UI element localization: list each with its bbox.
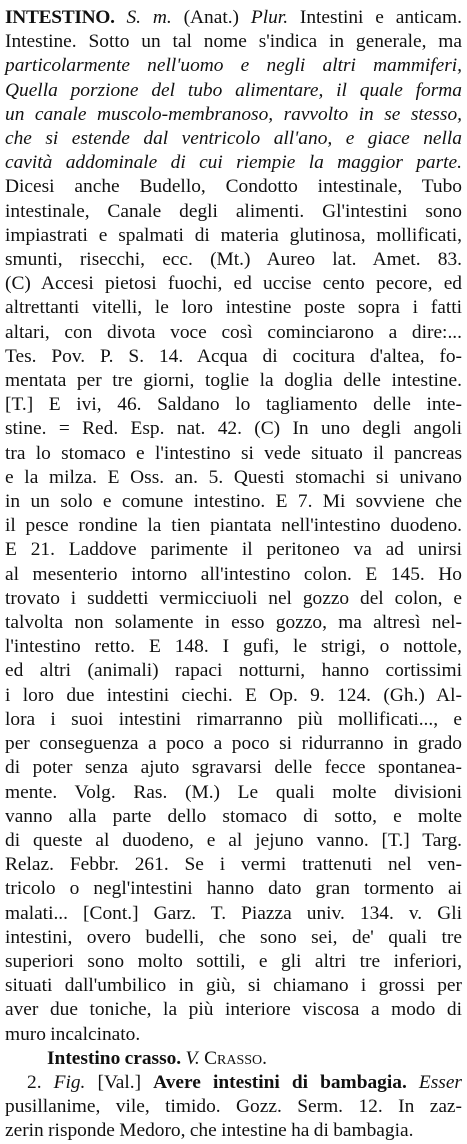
text-line: intestini, overo budelli, che sono sei, de' quali tre (5, 926, 462, 948)
subentry-term: Intestino crasso. (47, 1047, 182, 1069)
text-line: superiori sono molto sottili, e gli altri tre inferiori, (5, 950, 462, 972)
text-line: in un solo e comune intestino. E 7. Mi sovviene che (5, 491, 462, 513)
text-line: e la milza. E Oss. an. 5. Questi stomachi si univano (5, 466, 462, 488)
text-line: Relaz. Febbr. 261. Se i vermi trattenuti nel ven- (5, 854, 462, 876)
text-line: muro incalcinato. (5, 1023, 141, 1045)
text-line: zerin risponde Medoro, che intestine ha di bambagia. (5, 1120, 414, 1142)
text-line: altrettanti vitelli, le loro intestine poste sopra i fatti (5, 297, 462, 319)
sense-text: Esser (418, 1071, 462, 1093)
subentry-line (5, 1047, 462, 1071)
text-line: lora i suoi intestini rimarranno più mollificati..., e (5, 708, 462, 730)
text-line: Dicesi anche Budello, Condotto intestinale, Tubo (5, 176, 462, 198)
text-line: trovato i suddetti vermicciuoli nel gozzo del colon, e (5, 587, 462, 609)
text-line: cavità addominale di cui riempie la maggior parte. (5, 152, 462, 174)
plural-label: Plur. (250, 7, 289, 28)
sense-phrase: Avere intestini di bambagia. (153, 1071, 407, 1093)
text-line: intestinale, Canale degli alimenti. Gl'intestini sono (5, 200, 462, 222)
field-label: (Anat.) (183, 7, 240, 28)
text-line: tricolo o negl'intestini hanno dato gran tormento ai (5, 878, 462, 900)
text-line: stine. = Red. Esp. nat. 42. (C) In uno degli angoli (5, 418, 462, 440)
text-line: i loro due intestini ciechi. E Op. 9. 124. (Gh.) Al- (5, 684, 462, 706)
sense-source: [Val.] (97, 1071, 142, 1093)
sense-label: Fig. (53, 1071, 86, 1093)
text-line: un canale muscolo-membranoso, ravvolto in se stesso, (5, 103, 462, 125)
text-line: smunti, risecchi, ecc. (Mt.) Aureo lat. Amet. 83. (5, 249, 462, 271)
text-line: (C) Accesi pietosi fuochi, ed uccise cento pecore, ed (5, 273, 462, 295)
text-line: malati... [Cont.] Garz. T. Piazza univ. 134. v. Gli (5, 902, 462, 924)
text-line: vanno alla parte dello stomaco di sotto, e molte (5, 805, 462, 827)
text-line: Tes. Pov. P. S. 14. Acqua di cocitura d'altea, fo- (5, 345, 462, 367)
text-line: E 21. Laddove parimente il peritoneo va ad unirsi (5, 539, 462, 561)
text-line: talvolta non solamente in esso gozzo, ma altresì nel- (5, 612, 462, 634)
text-line: il pesce rondine la tien piantata nell'intestino duodeno. (5, 515, 462, 537)
entry-head-line (5, 6, 462, 30)
text-line: particolarmente nell'uomo e negli altri mammiferi, (5, 55, 462, 77)
text-line: che si estende dal ventricolo all'ano, e giace nella (5, 128, 462, 150)
see-label: V. (185, 1047, 200, 1069)
sense-number: 2. (27, 1071, 42, 1093)
sense-2-line (5, 1071, 462, 1095)
text-line: per conseguenza a poco a poco si ridurranno in grado (5, 733, 462, 755)
text-line: Quella porzione del tubo alimentare, il quale forma (5, 79, 462, 101)
entry-intestino (5, 6, 462, 1144)
text-line: Intestine. Sotto un tal nome s'indica in generale, ma (5, 31, 462, 53)
text-line: altari, con divota voce così cominciarono a dire:... (5, 321, 462, 343)
text-line: l'intestino retto. E 148. I gufi, le strigi, o nottole, (5, 636, 462, 658)
text-line: di queste al duodeno, e al jejuno vanno. [T.] Targ. (5, 829, 462, 851)
text-line: [T.] E ivi, 46. Saldano lo tagliamento delle inte- (5, 394, 462, 416)
text-line: al mesenterio intorno all'intestino colon. E 145. Ho (5, 563, 462, 585)
grammar-label: S. m. (126, 7, 172, 28)
text-line: pusillanime, vile, timido. Gozz. Serm. 12. In zaz- (5, 1096, 462, 1118)
text-line: impiastrati e spalmati di materia glutinosa, mollificati, (5, 224, 462, 246)
text-line: aver due toniche, la più interiore viscosa a modo di (5, 999, 462, 1021)
text-line: situati dall'umbilico in giù, si chiamano i grossi per (5, 975, 462, 997)
text-line: tra lo stomaco e l'intestino si vede situato il pancreas (5, 442, 462, 464)
text-line: ed altri (animali) rapaci notturni, hanno cortissimi (5, 660, 462, 682)
text-line: di poter senza ajuto sgravarsi delle fecce spontanea- (5, 757, 462, 779)
headword: INTESTINO. (5, 7, 115, 28)
see-target: Crasso. (204, 1047, 267, 1069)
text-line: mente. Volg. Ras. (M.) Le quali molte divisioni (5, 781, 462, 803)
plural-forms: Intestini e anticam. (299, 7, 462, 28)
text-line: mentata per tre giorni, toglie la doglia delle intestine. (5, 370, 462, 392)
